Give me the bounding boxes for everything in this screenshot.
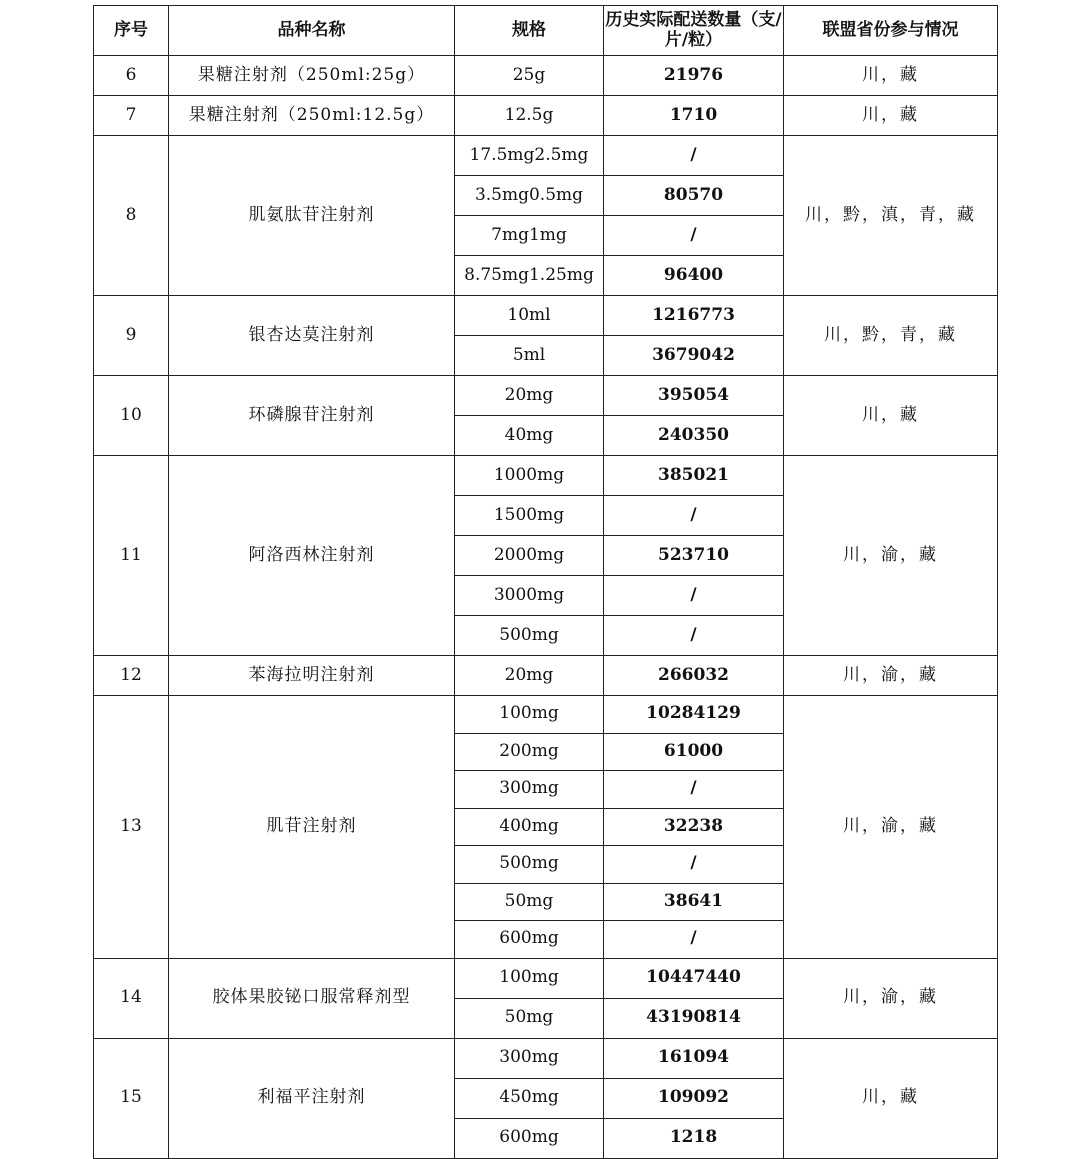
table-row xyxy=(94,1038,998,1078)
serial-no-cell: 8 xyxy=(94,136,169,296)
drug-name-cell: 肌苷注射剂 xyxy=(169,696,455,959)
table-row xyxy=(94,96,998,136)
spec-cell: 25g xyxy=(455,56,604,96)
quantity-cell: 161094 xyxy=(604,1038,784,1078)
quantity-cell: 61000 xyxy=(604,733,784,771)
drug-name-cell: 阿洛西林注射剂 xyxy=(169,456,455,656)
drug-name-cell: 果糖注射剂（250ml:12.5g） xyxy=(169,96,455,136)
provinces-cell: 川，藏 xyxy=(784,376,998,456)
spec-cell: 400mg xyxy=(455,808,604,846)
header-drug-name: 品种名称 xyxy=(169,6,455,56)
provinces-cell: 川，渝，藏 xyxy=(784,696,998,959)
spec-cell: 5ml xyxy=(455,336,604,376)
table-row xyxy=(94,136,998,176)
quantity-cell: / xyxy=(604,136,784,176)
spec-cell: 600mg xyxy=(455,921,604,959)
provinces-cell: 川，黔，青，藏 xyxy=(784,296,998,376)
quantity-cell: 1218 xyxy=(604,1118,784,1158)
table-row xyxy=(94,56,998,96)
quantity-cell: 32238 xyxy=(604,808,784,846)
spec-cell: 40mg xyxy=(455,416,604,456)
quantity-cell: 3679042 xyxy=(604,336,784,376)
spec-cell: 10ml xyxy=(455,296,604,336)
table-row xyxy=(94,296,998,336)
quantity-cell: 43190814 xyxy=(604,998,784,1038)
quantity-cell: 21976 xyxy=(604,56,784,96)
quantity-cell: 109092 xyxy=(604,1078,784,1118)
provinces-cell: 川，藏 xyxy=(784,96,998,136)
provinces-cell: 川，黔，滇，青，藏 xyxy=(784,136,998,296)
serial-no-cell: 15 xyxy=(94,1038,169,1158)
quantity-cell: 38641 xyxy=(604,883,784,921)
spec-cell: 17.5mg2.5mg xyxy=(455,136,604,176)
spec-cell: 500mg xyxy=(455,616,604,656)
serial-no-cell: 9 xyxy=(94,296,169,376)
quantity-cell: / xyxy=(604,771,784,809)
spec-cell: 2000mg xyxy=(455,536,604,576)
spec-cell: 20mg xyxy=(455,656,604,696)
serial-no-cell: 6 xyxy=(94,56,169,96)
spec-cell: 20mg xyxy=(455,376,604,416)
quantity-cell: 385021 xyxy=(604,456,784,496)
drug-name-cell: 胶体果胶铋口服常释剂型 xyxy=(169,958,455,1038)
header-spec: 规格 xyxy=(455,6,604,56)
table-header xyxy=(94,6,998,56)
quantity-cell: 240350 xyxy=(604,416,784,456)
table-row xyxy=(94,376,998,416)
provinces-cell: 川，渝，藏 xyxy=(784,958,998,1038)
quantity-cell: 1710 xyxy=(604,96,784,136)
serial-no-cell: 7 xyxy=(94,96,169,136)
quantity-cell: / xyxy=(604,616,784,656)
quantity-cell: 80570 xyxy=(604,176,784,216)
drug-name-cell: 果糖注射剂（250ml:25g） xyxy=(169,56,455,96)
quantity-cell: / xyxy=(604,846,784,884)
quantity-cell: 10447440 xyxy=(604,958,784,998)
spec-cell: 1000mg xyxy=(455,456,604,496)
serial-no-cell: 13 xyxy=(94,696,169,959)
header-serial-no: 序号 xyxy=(94,6,169,56)
quantity-cell: / xyxy=(604,576,784,616)
spec-cell: 1500mg xyxy=(455,496,604,536)
header-quantity: 历史实际配送数量（支/片/粒） xyxy=(604,6,784,56)
header-provinces: 联盟省份参与情况 xyxy=(784,6,998,56)
spec-cell: 3000mg xyxy=(455,576,604,616)
serial-no-cell: 12 xyxy=(94,656,169,696)
quantity-cell: / xyxy=(604,921,784,959)
spec-cell: 3.5mg0.5mg xyxy=(455,176,604,216)
quantity-cell: 523710 xyxy=(604,536,784,576)
spec-cell: 500mg xyxy=(455,846,604,884)
provinces-cell: 川，渝，藏 xyxy=(784,656,998,696)
drug-name-cell: 利福平注射剂 xyxy=(169,1038,455,1158)
spec-cell: 300mg xyxy=(455,771,604,809)
serial-no-cell: 10 xyxy=(94,376,169,456)
table-row xyxy=(94,958,998,998)
drug-distribution-table xyxy=(93,5,998,1159)
provinces-cell: 川，藏 xyxy=(784,1038,998,1158)
table-row xyxy=(94,696,998,734)
quantity-cell: 395054 xyxy=(604,376,784,416)
drug-name-cell: 肌氨肽苷注射剂 xyxy=(169,136,455,296)
quantity-cell: 96400 xyxy=(604,256,784,296)
spec-cell: 7mg1mg xyxy=(455,216,604,256)
table-row xyxy=(94,656,998,696)
spec-cell: 600mg xyxy=(455,1118,604,1158)
quantity-cell: / xyxy=(604,496,784,536)
provinces-cell: 川，渝，藏 xyxy=(784,456,998,656)
drug-name-cell: 银杏达莫注射剂 xyxy=(169,296,455,376)
spec-cell: 50mg xyxy=(455,998,604,1038)
drug-name-cell: 环磷腺苷注射剂 xyxy=(169,376,455,456)
spec-cell: 450mg xyxy=(455,1078,604,1118)
table-row xyxy=(94,456,998,496)
spec-cell: 100mg xyxy=(455,958,604,998)
serial-no-cell: 14 xyxy=(94,958,169,1038)
spec-cell: 8.75mg1.25mg xyxy=(455,256,604,296)
spec-cell: 12.5g xyxy=(455,96,604,136)
drug-name-cell: 苯海拉明注射剂 xyxy=(169,656,455,696)
quantity-cell: / xyxy=(604,216,784,256)
spec-cell: 200mg xyxy=(455,733,604,771)
header-row xyxy=(94,6,998,56)
quantity-cell: 1216773 xyxy=(604,296,784,336)
spec-cell: 50mg xyxy=(455,883,604,921)
spec-cell: 100mg xyxy=(455,696,604,734)
serial-no-cell: 11 xyxy=(94,456,169,656)
table-body xyxy=(94,56,998,1159)
quantity-cell: 10284129 xyxy=(604,696,784,734)
provinces-cell: 川，藏 xyxy=(784,56,998,96)
quantity-cell: 266032 xyxy=(604,656,784,696)
spec-cell: 300mg xyxy=(455,1038,604,1078)
